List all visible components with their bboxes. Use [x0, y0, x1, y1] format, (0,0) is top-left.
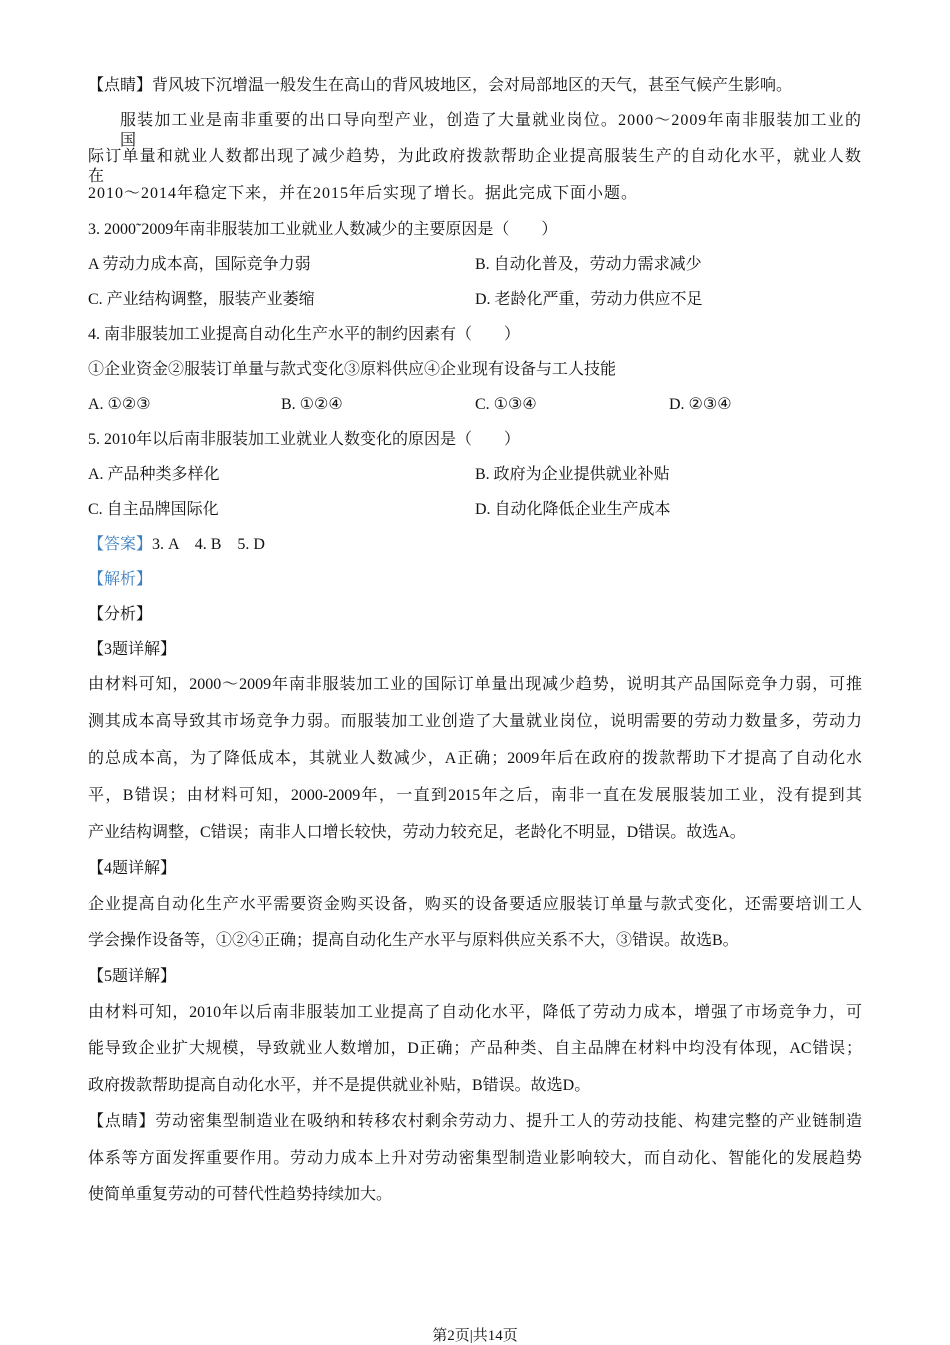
- q5-option-c: C. 自主品牌国际化: [88, 501, 219, 518]
- q3-option-d: D. 老龄化严重，劳动力供应不足: [475, 291, 703, 308]
- page-footer: 第2页|共14页: [432, 1328, 518, 1344]
- q3-option-b: B. 自动化普及，劳动力需求减少: [475, 256, 702, 273]
- tip-text: 背风坡下沉增温一般发生在高山的背风坡地区，会对局部地区的天气，甚至气候产生影响。: [152, 77, 793, 94]
- detail-5-line: 能导致企业扩大规模，导致就业人数增加，D正确；产品种类、自主品牌在材料中均没有体现，AC错误；: [88, 1040, 862, 1057]
- q5-option-d: D. 自动化降低企业生产成本: [475, 501, 671, 518]
- q3-option-c: C. 产业结构调整，服装产业萎缩: [88, 291, 315, 308]
- q4-option-a: A. ①②③: [88, 396, 151, 413]
- tip-tag: 【点睛】: [88, 77, 153, 94]
- detail-3-line: 测其成本高导致其市场竞争力弱。而服装加工业创造了大量就业岗位，说明需要的劳动力数量多，劳动力: [88, 713, 862, 730]
- detail-4-heading: 【4题详解】: [88, 860, 177, 877]
- q5-option-a: A. 产品种类多样化: [88, 466, 220, 483]
- tip2-line: 体系等方面发挥重要作用。劳动力成本上升对劳动密集型制造业影响较大，而自动化、智能化的发展趋势: [88, 1150, 862, 1167]
- q3-option-a: A 劳动力成本高，国际竞争力弱: [88, 256, 311, 273]
- tip-paragraph: [88, 76, 862, 96]
- q5-stem: 5. 2010年以后南非服装加工业就业人数变化的原因是（ ）: [88, 431, 521, 448]
- q5-option-b: B. 政府为企业提供就业补贴: [475, 466, 670, 483]
- detail-5-line: 由材料可知，2010年以后南非服装加工业提高了自动化水平，降低了劳动力成本，增强了市场竞争力，可: [88, 1004, 862, 1021]
- fenxi-heading: 【分析】: [88, 606, 153, 623]
- answer-tag: 【答案】: [88, 536, 153, 553]
- q4-option-c: C. ①③④: [475, 396, 537, 413]
- q4-option-d: D. ②③④: [669, 396, 732, 413]
- detail-3-line: 的总成本高，为了降低成本，其就业人数减少，A正确；2009年后在政府的拨款帮助下才提高了自动化水: [88, 750, 862, 767]
- q4-stem: 4. 南非服装加工业提高自动化生产水平的制约因素有（ ）: [88, 326, 521, 343]
- q4-option-b: B. ①②④: [281, 396, 343, 413]
- detail-4-line: 学会操作设备等，①②④正确；提高自动化生产水平与原料供应关系不大，③错误。故选B。: [88, 932, 739, 949]
- material-line: 服装加工业是南非重要的出口导向型产业，创造了大量就业岗位。2000～2009年南非服装加工业的国: [120, 112, 862, 149]
- answer-text: 3. A 4. B 5. D: [152, 536, 265, 553]
- material-line: 际订单量和就业人数都出现了减少趋势，为此政府拨款帮助企业提高服装生产的自动化水平，就业人数在: [88, 148, 862, 185]
- tip2-tag: 【点睛】: [88, 1113, 156, 1130]
- material-line: 2010～2014年稳定下来，并在2015年后实现了增长。据此完成下面小题。: [88, 185, 639, 202]
- q3-stem: 3. 2000˜2009年南非服装加工业就业人数减少的主要原因是（ ）: [88, 221, 558, 238]
- tip2-text: 劳动密集型制造业在吸纳和转移农村剩余劳动力、提升工人的劳动技能、构建完整的产业链制造: [155, 1113, 862, 1130]
- detail-3-line: 由材料可知，2000～2009年南非服装加工业的国际订单量出现减少趋势，说明其产品国际竞争力弱，可推: [88, 676, 862, 693]
- detail-3-line: 平，B错误；由材料可知，2000-2009年，一直到2015年之后，南非一直在发展服装加工业，没有提到其: [88, 787, 862, 804]
- answer-line: [88, 535, 862, 555]
- q4-items: ①企业资金②服装订单量与款式变化③原料供应④企业现有设备与工人技能: [88, 361, 617, 378]
- detail-3-line: 产业结构调整，C错误；南非人口增长较快，劳动力较充足，老龄化不明显，D错误。故选A。: [88, 824, 746, 841]
- analysis-heading: 【解析】: [88, 571, 153, 588]
- tip2-line: 使简单重复劳动的可替代性趋势持续加大。: [88, 1186, 393, 1203]
- detail-5-heading: 【5题详解】: [88, 968, 177, 985]
- detail-4-line: 企业提高自动化生产水平需要资金购买设备，购买的设备要适应服装订单量与款式变化，还需要培训工人: [88, 896, 862, 913]
- tip2-line: [88, 1112, 862, 1132]
- detail-5-line: 政府拨款帮助提高自动化水平，并不是提供就业补贴，B错误。故选D。: [88, 1077, 591, 1094]
- detail-3-heading: 【3题详解】: [88, 641, 177, 658]
